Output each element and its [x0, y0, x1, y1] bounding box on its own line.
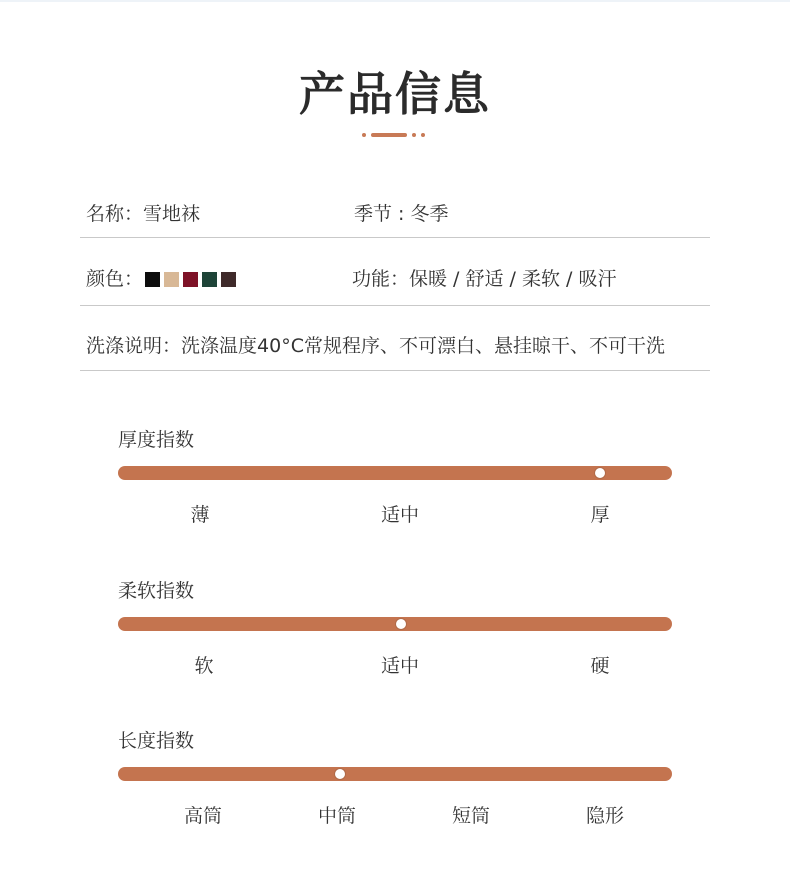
page-title: 产品信息	[299, 67, 491, 121]
color-swatch-1	[145, 272, 160, 287]
length-index-title: 长度指数	[118, 730, 195, 752]
color-swatches	[145, 270, 240, 292]
thickness-slider-knob[interactable]	[595, 468, 605, 478]
thickness-label-thick: 厚	[590, 504, 610, 526]
thickness-label-medium: 适中	[380, 504, 420, 526]
softness-label-medium: 适中	[380, 655, 420, 677]
softness-label-soft: 软	[194, 655, 214, 677]
wash-value: 洗涤温度40°C常规程序、不可漂白、悬挂晾干、不可干洗	[181, 335, 665, 357]
row-divider	[80, 370, 710, 371]
top-border	[0, 0, 790, 2]
season-label: 季节 :	[354, 203, 411, 225]
season-field	[354, 199, 449, 226]
softness-index-title: 柔软指数	[118, 580, 195, 602]
color-field	[86, 264, 240, 292]
color-swatch-3	[183, 272, 198, 287]
name-label: 名称：	[86, 203, 144, 225]
wash-label: 洗涤说明：	[86, 335, 182, 357]
length-label-high: 高筒	[183, 805, 223, 827]
season-value: 冬季	[410, 203, 449, 225]
name-value: 雪地袜	[143, 203, 201, 225]
softness-slider-knob[interactable]	[396, 619, 406, 629]
softness-track	[118, 617, 672, 631]
thickness-track	[118, 466, 672, 480]
color-swatch-5	[221, 272, 236, 287]
color-label: 颜色：	[86, 268, 144, 290]
length-slider-knob[interactable]	[335, 769, 345, 779]
wash-field	[86, 331, 665, 358]
thickness-index-title: 厚度指数	[118, 429, 195, 451]
function-field	[352, 264, 616, 291]
row-divider	[80, 305, 710, 306]
color-swatch-2	[164, 272, 179, 287]
length-label-short: 短筒	[451, 805, 491, 827]
length-label-invisible: 隐形	[585, 805, 625, 827]
color-swatch-4	[202, 272, 217, 287]
length-label-mid: 中筒	[317, 805, 357, 827]
softness-label-hard: 硬	[590, 655, 610, 677]
length-track	[118, 767, 672, 781]
name-field	[86, 199, 200, 226]
function-value: 保暖 / 舒适 / 柔软 / 吸汗	[409, 268, 617, 290]
row-divider	[80, 237, 710, 238]
thickness-label-thin: 薄	[190, 504, 210, 526]
function-label: 功能：	[352, 268, 410, 290]
